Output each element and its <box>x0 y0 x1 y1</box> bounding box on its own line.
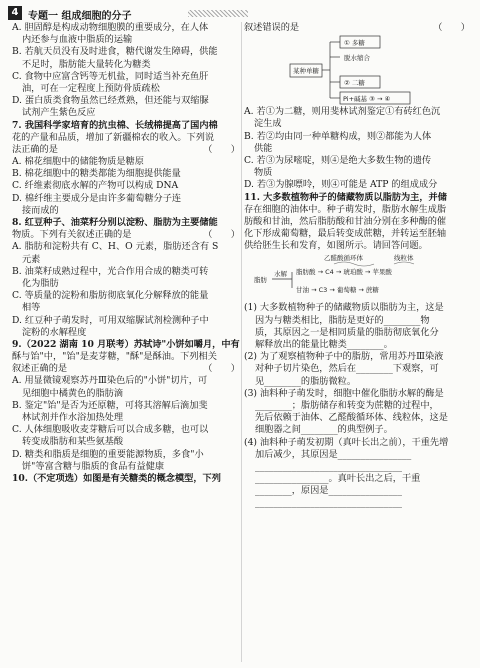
right_bottom-line: 对种子切片染色，然后在________下观察，可 <box>255 363 439 375</box>
fig2-lower-pathway: 甘油 → C3 → 葡萄糖 → 蔗糖 <box>296 286 379 295</box>
right_mid-line: 淀生成 <box>254 118 282 130</box>
left-line: 转变成脂肪和某些氨基酸 <box>22 436 124 448</box>
right_bottom-line: ________________。真叶长出之后，干重 <box>255 473 421 485</box>
fig2-upper-pathway: 脂肪酸 → C4 → 琥珀酸 → 苹果酸 <box>296 268 392 277</box>
right_mid-line: D. 若③为腺嘌呤，则④可能是 ATP 的组成成分 <box>244 179 438 191</box>
fig2-label-fat: 脂肪 <box>254 276 267 285</box>
left-column <box>12 22 240 485</box>
right_bottom-line: 先后依赖于油体、乙醛酸循环体、线粒体，这是 <box>255 412 448 424</box>
left-line: 试剂产生紫色反应 <box>22 107 96 119</box>
right_bottom-line: 见________的脂肪微粒。 <box>255 375 357 387</box>
left-line: A. 用显微镜观察苏丹Ⅲ染色后的"小饼"切片，可 <box>12 375 208 387</box>
right_bottom-line: ________；脂肪储存和转变为蔗糖的过程中， <box>255 399 439 411</box>
answer-paren: （ ） <box>203 143 240 155</box>
page-header <box>8 5 308 21</box>
right_bottom-line: (3) 油料种子萌发时，细胞中催化脂肪水解的酶是 <box>244 387 444 399</box>
page-number: 4 <box>8 6 22 20</box>
left-line: 酥与饴"中，"饴"是麦芽糖，"酥"是酥油。下列相关 <box>12 351 217 363</box>
diagram-left-box-label: 某种单糖 <box>293 67 319 76</box>
right_bottom-line: 加后减少，其原因是________________ <box>255 448 412 460</box>
left-line <box>12 363 240 375</box>
diagram-node-1: ① 多糖 <box>344 39 365 48</box>
diagram-node-4: Pi+碱基 ③ → ④ <box>343 95 391 104</box>
right_bottom-line: 细胞器之间________的典型例子。 <box>255 424 393 436</box>
right_mid-line: A. 若①为二糖，则用斐林试剂鉴定①有砖红色沉 <box>244 106 441 118</box>
right_mid-line: 11. 大多数植物种子的储藏物质以脂肪为主，并储 <box>244 191 447 203</box>
fig2-label-glyoxysome: 乙醛酸循环体 <box>324 254 363 263</box>
right_mid-line: 供能 <box>254 142 273 154</box>
left-line: B. 若航天员没有及时进食，糖代谢发生障碍，供能 <box>12 46 218 58</box>
left-line: 见细胞中橘黄色的脂肪滴 <box>22 387 124 399</box>
left-line: 不足时，脂肪能大量转化为糖类 <box>22 58 151 70</box>
left-line: D. 棉纤维主要成分是由许多葡萄糖分子连 <box>12 192 182 204</box>
right_bottom-line: (4) 油料种子萌发初期（真叶长出之前），干重先增 <box>244 436 449 448</box>
right_mid-line: 物质 <box>254 167 273 179</box>
left-line: 淀粉的水解程度 <box>22 326 87 338</box>
left-line: D. 糖类和脂质是细胞的重要能源物质，多食"小 <box>12 448 204 460</box>
diagram-node-3: ② 二糖 <box>344 79 365 88</box>
fig2-label-hydrolysis: 水解 <box>274 270 287 279</box>
left-line: 花的产量和品质，增加了新疆棉农的收入。下列说 <box>12 131 215 143</box>
right_mid-line: 肪酸和甘油，然后脂肪酸和甘油分别在多种酶的催 <box>244 215 447 227</box>
right_bottom-line: 解释放出的能量比糖类________。 <box>255 339 393 350</box>
right_mid-line: B. 若②均由同一种单糖构成，则②都能为人体 <box>244 130 432 142</box>
left-line: 7. 我国科学家培育的抗虫棉、长绒棉提高了国内棉 <box>12 119 218 131</box>
left-line: C. 纤维素彻底水解的产物可以构成 DNA <box>12 180 179 192</box>
right_bottom-line: 质，其原因之一是相同质量的脂肪彻底氧化分 <box>255 326 439 338</box>
right_bottom-line: ________________________________ <box>255 460 402 472</box>
left-line: 相等 <box>22 302 41 314</box>
left-line: D. 红豆种子萌发时，可用双缩脲试剂检测种子中 <box>12 314 209 326</box>
left-line: C. 食物中应富含钙等无机盐，同时适当补充鱼肝 <box>12 70 209 82</box>
left-line: C. 等质量的淀粉和脂肪彻底氧化分解释放的能量 <box>12 290 209 302</box>
right_bottom-line: 因为与糖类相比，脂肪是更好的________物 <box>255 314 430 326</box>
question-text: 物质。下列有关叙述正确的是 <box>12 229 132 241</box>
fat-conversion-diagram <box>244 252 470 302</box>
left-line: 饼"等富含糖与脂质的食品有益健康 <box>22 460 165 472</box>
left-line: A. 棉花细胞中的储能物质是糖原 <box>12 156 144 168</box>
right_bottom-line: ________，原因是________________ <box>255 485 402 497</box>
question-text: 法正确的是 <box>12 143 58 155</box>
answer-paren: （ ） <box>433 22 470 33</box>
diagram-node-2: 脱水缩合 <box>344 54 370 63</box>
question-text: 叙述错误的是 <box>244 22 300 33</box>
fig2-label-mitochondria: 线粒体 <box>394 254 414 263</box>
left-line: A. 胆固醇是构成动物细胞膜的重要成分，在人体 <box>12 22 209 33</box>
right_mid-line: 供给胚生长和发育，如图所示。请回答问题。 <box>244 240 428 252</box>
left-line: B. 鉴定"饴"是否为还原糖，可将其溶解后滴加斐 <box>12 399 208 411</box>
left-line: 8. 红豆种子、油菜籽分别以淀粉、脂肪为主要储能 <box>12 217 218 228</box>
left-line: 元素 <box>22 253 41 265</box>
right_bottom-line: (2) 为了观察植物种子中的脂肪，常用苏丹Ⅲ染液 <box>244 351 444 363</box>
left-line: B. 棉花细胞中的糖类都能为细胞提供能量 <box>12 168 181 180</box>
right_mid-line: C. 若③为尿嘧啶，则④是绝大多数生物的遗传 <box>244 154 432 166</box>
left-line: 10.（不定项选）如图是有关糖类的概念模型，下列 <box>12 472 221 484</box>
question-text: 叙述正确的是 <box>12 363 68 375</box>
left-line: 化为脂肪 <box>22 277 59 289</box>
right-column <box>244 22 470 510</box>
section-title: 专题一 组成细胞的分子 <box>28 11 132 22</box>
right_mid-line: 存在细胞的油体中。种子萌发时，脂肪水解生成脂 <box>244 203 447 215</box>
sugar-concept-diagram <box>244 34 470 106</box>
header-hatch-decoration <box>188 10 248 17</box>
left-line <box>12 144 240 156</box>
left-line: 油，可在一定程度上预防骨质疏松 <box>22 82 160 94</box>
answer-paren: （ ） <box>203 229 240 241</box>
left-line: D. 蛋白质类食物虽然已经煮熟，但还能与双缩脲 <box>12 95 209 107</box>
answer-paren: （ ） <box>203 363 240 375</box>
left-line <box>12 229 240 241</box>
left-line: A. 脂肪和淀粉共有 C、H、O 元素，脂肪还含有 S <box>12 241 219 253</box>
left-line: 9.（2022 湖南 10 月联考）苏轼诗"小饼如嚼月，中有 <box>12 338 240 350</box>
left-line: B. 油菜籽成熟过程中，光合作用合成的糖类可转 <box>12 265 209 277</box>
right_top-line <box>244 22 470 34</box>
right_bottom-line: ________________________________ <box>255 497 402 509</box>
left-line: 接而成的 <box>22 204 59 216</box>
left-line: 林试剂并作水浴加热处理 <box>22 412 124 423</box>
column-divider <box>241 22 242 662</box>
right_bottom-line: (1) 大多数植物种子的储藏物质以脂肪为主，这是 <box>244 302 444 314</box>
left-line: C. 人体细胞吸收麦芽糖后可以合成多糖，也可以 <box>12 424 209 436</box>
left-line: 内还参与血液中脂质的运输 <box>22 34 133 46</box>
right_mid-line: 化下形成葡萄糖，最后转变成蔗糖，并转运至胚轴 <box>244 228 447 240</box>
